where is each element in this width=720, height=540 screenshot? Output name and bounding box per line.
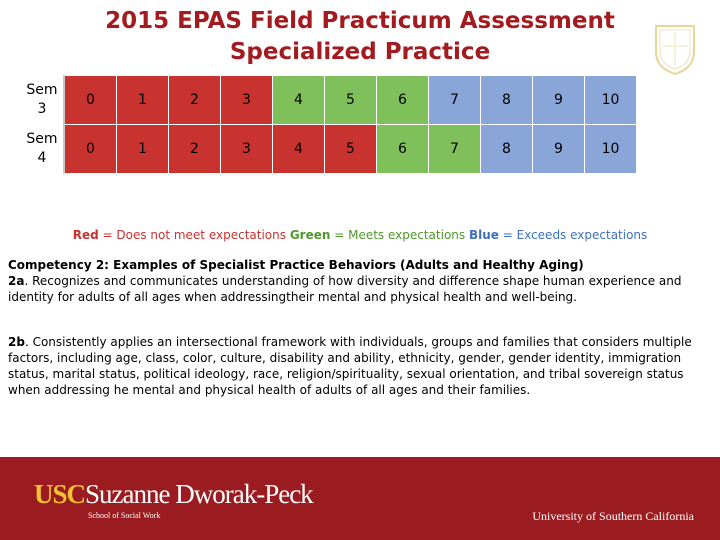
scale-row-sem4 [21,125,637,174]
footer-banner [0,457,720,540]
usc-seal-icon [652,22,698,76]
row-label: Sem 3 [21,76,65,125]
scale-cell: 7 [429,76,481,125]
scale-cell: 9 [533,76,585,125]
legend-green-word: Green [289,228,331,242]
title-line-2: Specialized Practice [229,39,491,65]
scale-cell: 6 [377,76,429,125]
scale-cell: 6 [377,125,429,174]
scale-cell: 0 [64,76,117,125]
scale-cell: 8 [481,76,533,125]
scale-cell: 3 [221,76,273,125]
competency-heading: Competency 2: Examples of Specialist Practice Behaviors (Adults and Healthy Aging) [8,258,584,272]
scale-row-sem3 [21,76,637,125]
color-legend [0,228,720,242]
scale-cell: 3 [221,125,273,174]
legend-green-text: = Meets expectations [330,228,469,242]
scale-cell: 8 [481,125,533,174]
row-label: Sem 4 [21,125,65,174]
legend-red-text: = Does not meet expectations [98,228,290,242]
school-subtitle: School of Social Work [88,511,161,520]
legend-blue-text: = Exceeds expectations [498,228,648,242]
scale-cell: 5 [325,125,377,174]
title-line-1: 2015 EPAS Field Practicum Assessment [105,8,615,34]
scale-cell: 1 [117,76,169,125]
usc-logo: USCSuzanne Dworak-Peck [34,479,313,509]
scale-cell: 10 [585,76,637,125]
scale-cell: 10 [585,125,637,174]
scale-cell: 5 [325,76,377,125]
page-title [0,6,720,68]
competency-item-2b: 2b. Consistently applies an intersectional framework with individuals, groups and families that considers multiple factors, including age, class, color, culture, disability and ability, ethnicity, gender, gender identity, immigration status, marital status, political ideology, race, religion/spirituality, sexual orientation, and tribal sovereign status when addressing he mental and physical health of adults of all ages and their families. [8,335,692,397]
legend-blue-word: Blue [468,228,499,242]
rating-scale-table [20,75,637,174]
scale-cell: 2 [169,125,221,174]
competency-item-2a: 2a. Recognizes and communicates understanding of how diversity and difference shape human experience and identity for adults of all ages when addressingtheir mental and physical health and well-being. [8,274,682,304]
scale-cell: 7 [429,125,481,174]
scale-cell: 0 [64,125,117,174]
scale-cell: 4 [273,76,325,125]
scale-cell: 9 [533,125,585,174]
university-name: University of Southern California [532,509,694,523]
competency-block [8,257,716,305]
scale-cell: 2 [169,76,221,125]
legend-red-word: Red [72,228,99,242]
scale-cell: 1 [117,125,169,174]
scale-cell: 4 [273,125,325,174]
